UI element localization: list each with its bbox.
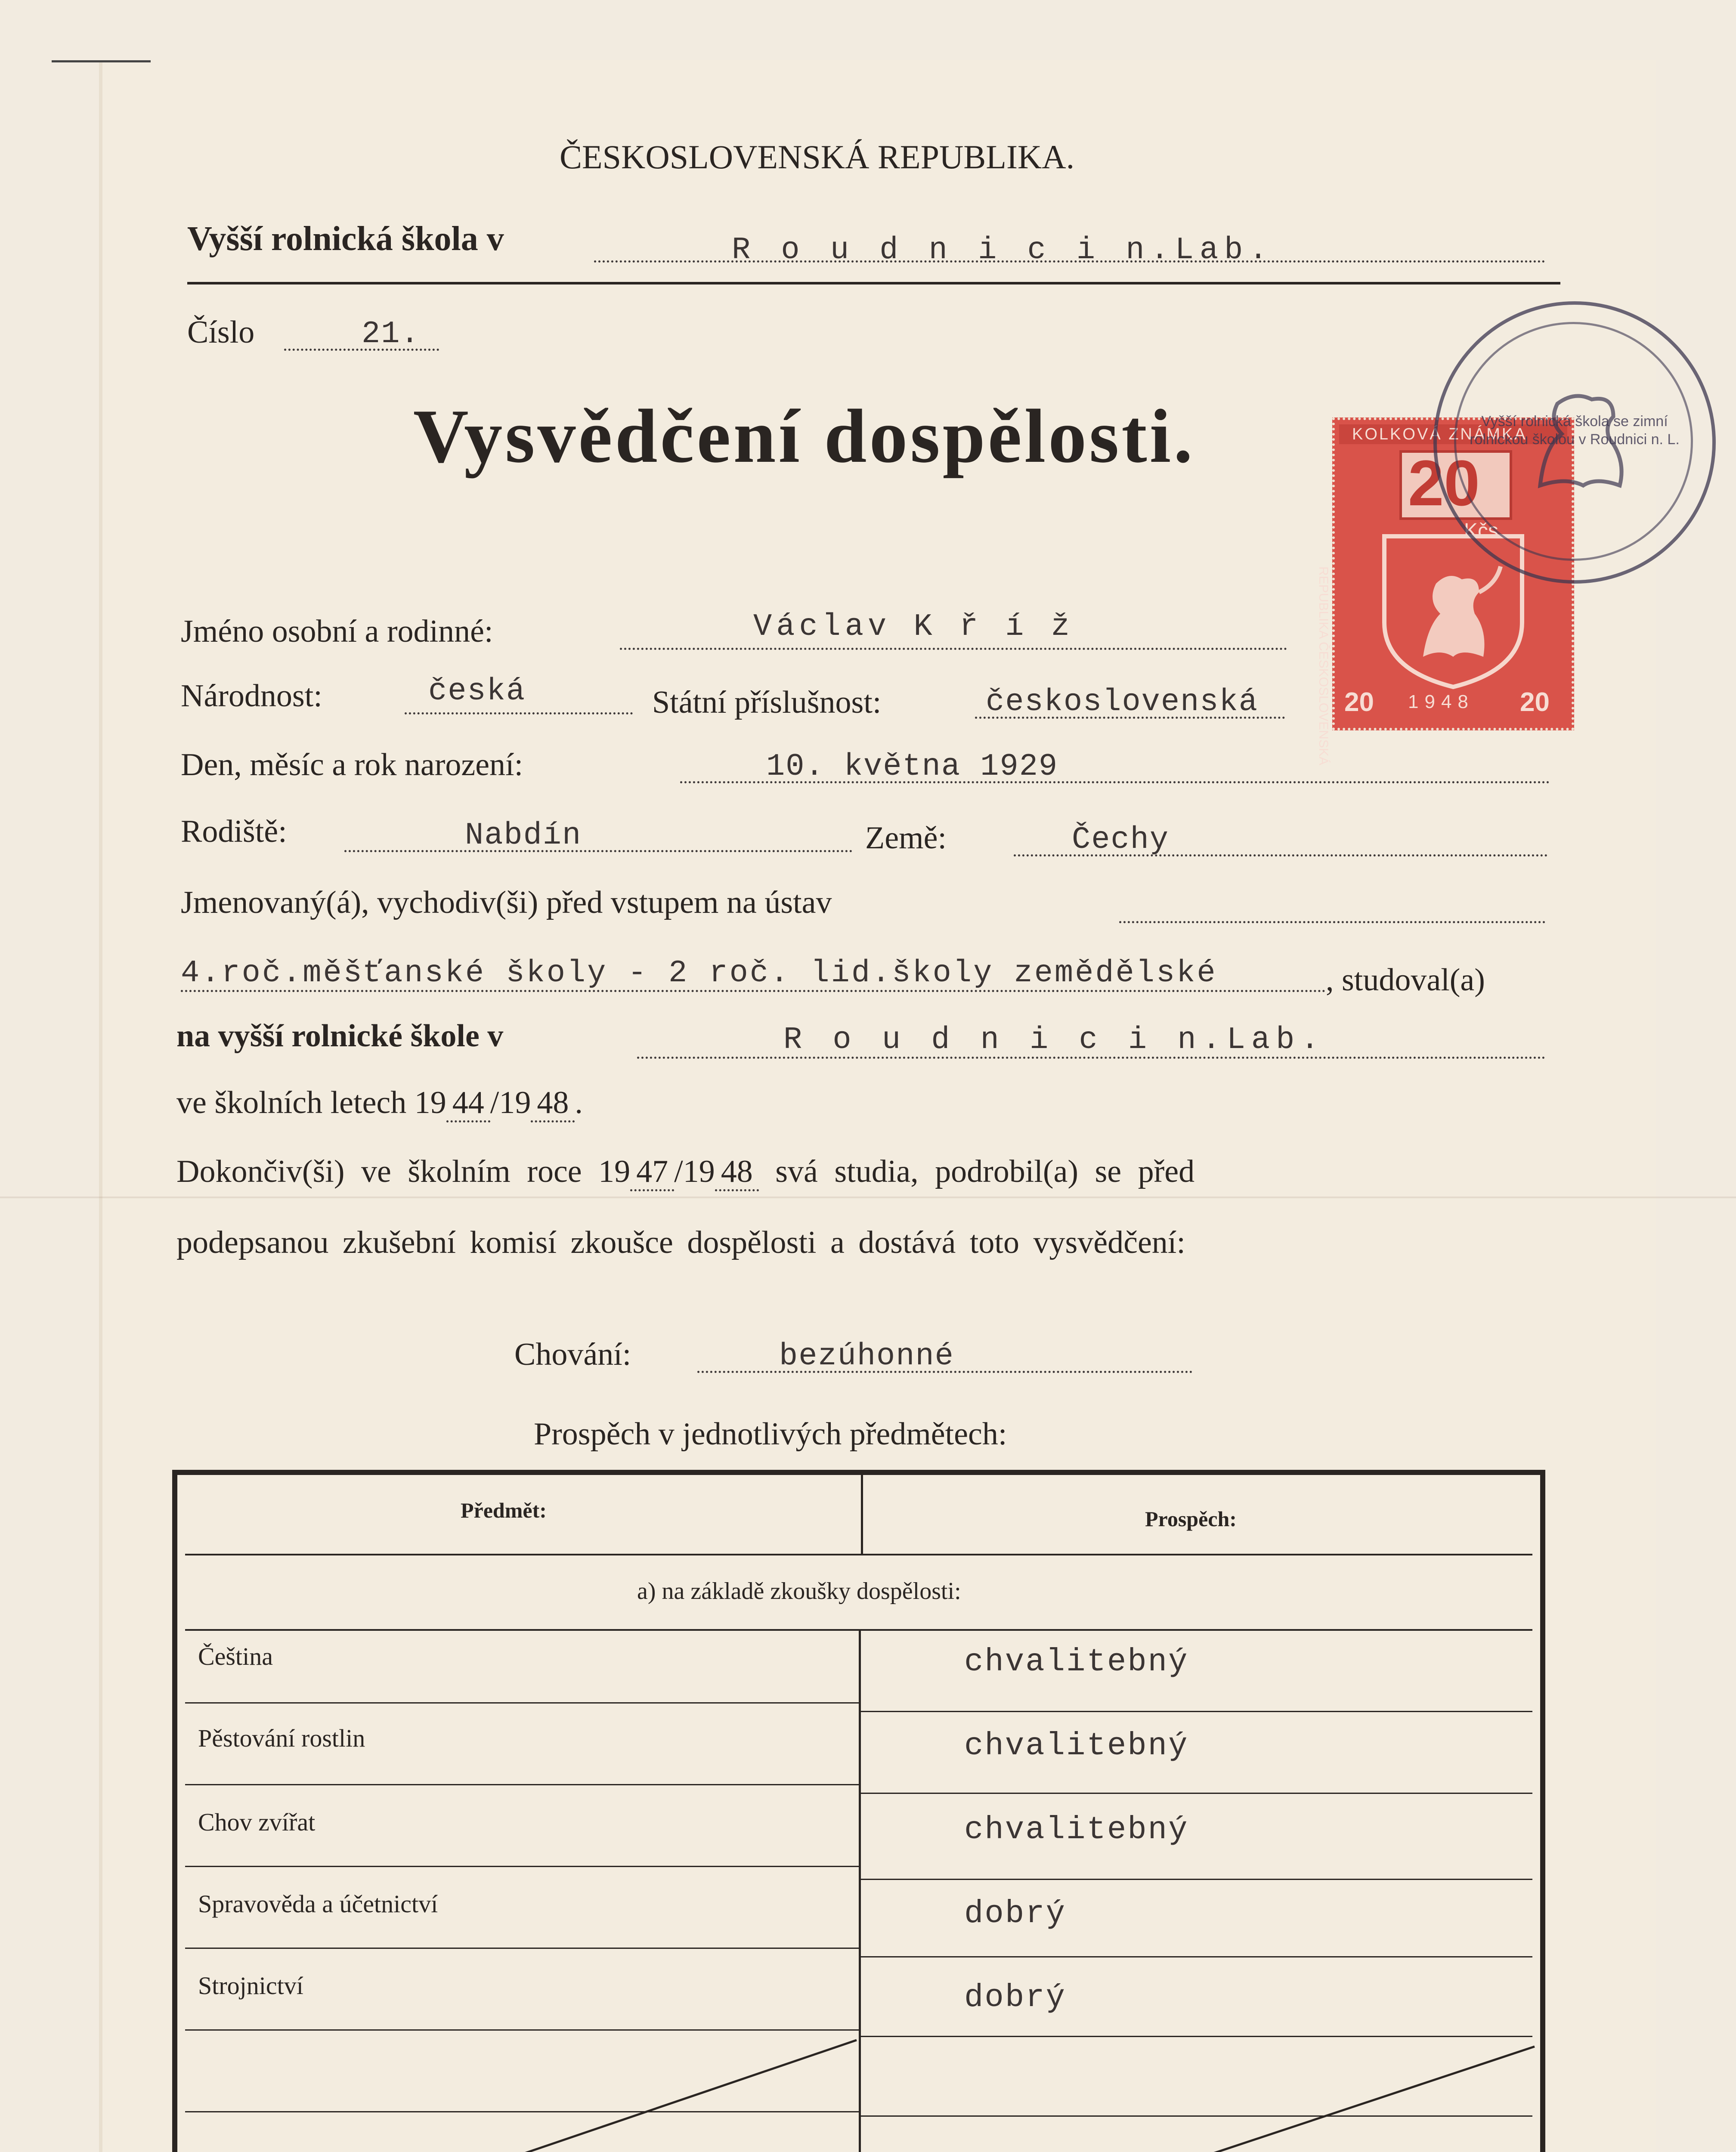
corner-mark [52,60,151,62]
name-label: Jméno osobní a rodinné: [181,614,493,649]
column-grade: Prospěch: [1145,1507,1237,1531]
grades-table [172,1470,1545,2152]
subject-2: Pěstování rostlin [198,1724,365,1752]
subject-1: Čeština [198,1642,273,1670]
grade-1: chvalitebný [964,1644,1189,1680]
number-value: 21. [362,316,420,352]
school-label: Vyšší rolnická škola v [187,220,504,258]
land-label: Země: [865,820,947,856]
grades-heading: Prospěch v jednotlivých předmětech: [534,1416,1007,1452]
stamp-side-text: REPUBLIKA ČESKOSLOVENSKÁ [1316,566,1331,765]
subject-5: Strojnictví [198,1972,303,2000]
stamp-corner-left: 20 [1344,687,1374,717]
body-line-1: Jmenovaný(á), vychodiv(ši) před vstupem na ústav [181,885,832,920]
name-dots [620,648,1287,650]
finish-suffix: svá studia, podrobil(a) se před [775,1154,1195,1189]
school-place: R o u d n i c i n.Lab. [732,232,1274,268]
seal-text: Vyšší rolnická škola se zimní rolnickou školou v Roudnici n. L. [1470,413,1680,448]
section-heading: a) na základě zkoušky dospělosti: [637,1578,961,1605]
finish-to: 48 [715,1154,759,1191]
citizenship-label: Státní příslušnost: [652,685,882,720]
school-line-label: na vyšší rolnické škole v [176,1018,504,1054]
conduct-value: bezúhonné [779,1339,954,1374]
conduct-label: Chování: [514,1337,631,1372]
birthplace-value: Nabdín [465,818,582,853]
column-subject: Předmět: [461,1498,547,1522]
school-years-sep: /19 [490,1085,531,1120]
republic-heading: ČESKOSLOVENSKÁ REPUBLIKA. [560,138,1075,176]
number-label: Číslo [187,315,255,350]
prior-school-value: 4.roč.měšťanské školy - 2 roč. lid.školy zemědělské [181,955,1217,991]
school-line-place: R o u d n i c i n.Lab. [783,1022,1325,1057]
fold-line [0,1197,1736,1198]
studied-text: , studoval(a) [1326,962,1485,998]
birthplace-label: Rodiště: [181,814,287,849]
nationality-label: Národnost: [181,678,322,714]
finish-from: 47 [630,1154,674,1191]
stamp-corner-right: 20 [1520,687,1550,717]
grade-5: dobrý [964,1980,1067,2016]
finish-sep: /19 [674,1154,715,1189]
stamp-value: 20 [1408,447,1480,519]
body-line-6: podepsanou zkušební komisí zkoušce dospělosti a dostává toto vysvědčení: [176,1225,1185,1260]
document-title: Vysvědčení dospělosti. [413,393,1195,479]
stamp-currency: Kčs [1464,519,1499,542]
birth-label: Den, měsíc a rok narození: [181,747,523,782]
name-value: Václav K ř í ž [753,609,1074,644]
finish-line [176,1153,1194,1190]
subject-4: Spravověda a účetnictví [198,1890,438,1918]
birthplace-dots [344,850,852,852]
school-years: ve školních letech 19 44 /19 48 . [176,1085,583,1121]
finish-prefix: Dokončiv(ši) ve školním roce 19 [176,1154,631,1189]
nationality-value: česká [428,674,526,709]
stamp-top-text: KOLKOVÁ ZNÁMKA [1352,425,1527,443]
empty-rows-strikeout [172,1470,1545,2152]
school-seal [1433,301,1716,584]
land-value: Čechy [1072,822,1170,857]
citizenship-value: československá [986,684,1258,720]
nationality-dots [405,712,633,714]
grade-4: dobrý [964,1896,1067,1932]
school-years-from: 44 [446,1085,490,1122]
grade-2: chvalitebný [964,1728,1189,1764]
grade-3: chvalitebný [964,1812,1189,1848]
subject-3: Chov zvířat [198,1808,316,1836]
school-years-prefix: ve školních letech 19 [176,1085,446,1120]
school-years-to: 48 [531,1085,575,1122]
birth-value: 10. května 1929 [766,749,1058,784]
stamp-year: 1948 [1408,691,1474,712]
header-rule [187,282,1560,284]
body-line-1-dots [1119,921,1545,923]
